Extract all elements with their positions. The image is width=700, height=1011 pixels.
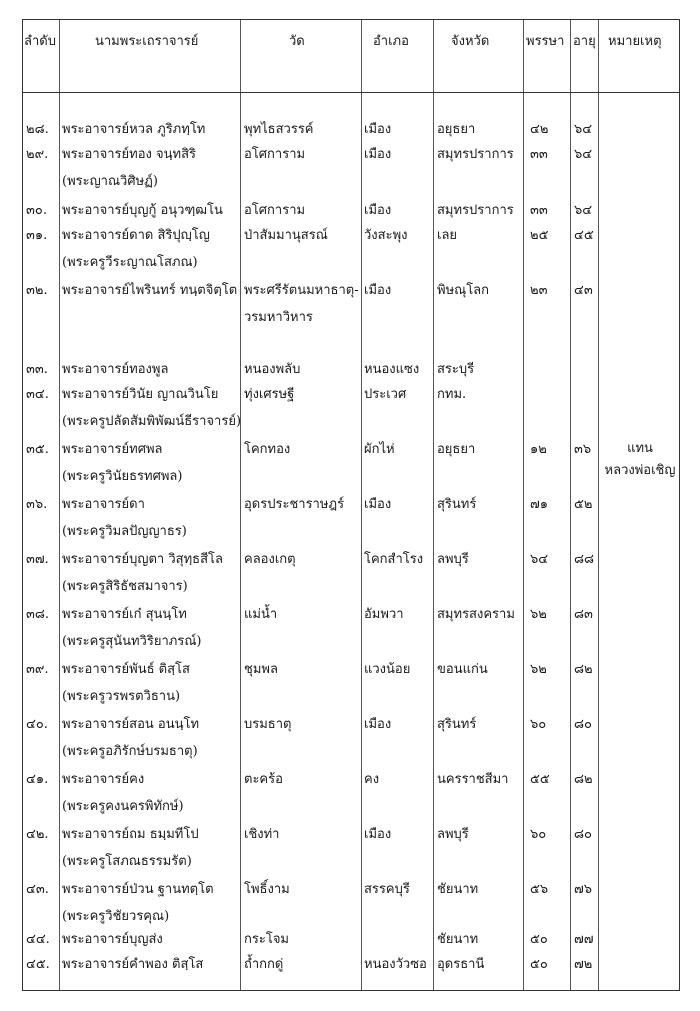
cell-no: ๓๙. <box>26 662 49 677</box>
cell-temple: โคกทอง <box>244 442 291 457</box>
cell-temple: คลองเกตุ <box>244 552 296 567</box>
cell-age: ๘๓ <box>574 607 593 622</box>
cell-age: ๖๔ <box>574 122 593 137</box>
cell-vassa: ๒๕ <box>530 228 549 243</box>
cell-district: คง <box>364 772 380 787</box>
cell-name-title: (พระครูวิมลปัญญาธร) <box>62 524 187 539</box>
cell-age: ๔๕ <box>574 228 594 243</box>
cell-no: ๓๐. <box>26 203 47 218</box>
cell-age: ๘๘ <box>574 552 595 567</box>
cell-province: ลพบุรี <box>437 827 469 842</box>
cell-no: ๓๗. <box>26 552 49 567</box>
cell-temple: พุทไธสวรรค์ <box>244 122 314 137</box>
cell-vassa: ๗๑ <box>530 497 549 512</box>
cell-name-title: (พระครูวีระญาณโสภณ) <box>62 255 198 270</box>
cell-name-title: (พระครูวิชัยวรคุณ) <box>62 909 170 924</box>
cell-district: แวงน้อย <box>364 662 411 677</box>
cell-name-title: (พระครูอภิรักษ์บรมธาตุ) <box>62 744 198 759</box>
cell-age: ๔๓ <box>574 283 593 298</box>
cell-temple: แม่น้ำ <box>244 607 278 622</box>
cell-district: เมือง <box>364 122 392 137</box>
column-divider <box>598 20 599 990</box>
cell-name-title: (พระครูปลัดสัมพิพัฒน์ธีราจารย์) <box>62 414 242 429</box>
cell-age: ๗๗ <box>574 932 594 947</box>
cell-name-title: (พระครูสิริธัชสมาจาร) <box>62 579 188 594</box>
column-divider <box>433 20 434 990</box>
cell-temple: พระศรีรัตนมหาธาตุ- <box>244 283 359 298</box>
cell-vassa: ๕๖ <box>530 882 549 897</box>
cell-age: ๘๒ <box>574 772 593 787</box>
cell-province: ลพบุรี <box>437 552 469 567</box>
cell-province: อุดรธานี <box>437 957 485 972</box>
cell-district: โคกสำโรง <box>364 552 424 567</box>
cell-age: ๖๔ <box>574 147 593 162</box>
cell-province: สุรินทร์ <box>437 497 477 512</box>
cell-no: ๓๕. <box>26 442 49 457</box>
cell-province: นครราชสีมา <box>437 772 509 787</box>
cell-name: พระอาจารย์ทศพล <box>62 442 163 457</box>
cell-name-title: (พระครูวรพรตวิธาน) <box>62 689 181 704</box>
cell-name: พระอาจารย์ดาด สิริปุญฺโญ <box>62 228 210 243</box>
cell-remark <box>601 438 679 482</box>
cell-name: พระอาจารย์บุญตา วิสุทฺธสีโล <box>62 552 223 567</box>
cell-name: พระอาจารย์ไพรินทร์ ทนฺตจิตฺโต <box>62 283 238 298</box>
cell-province: อยุธยา <box>437 442 476 457</box>
cell-age: ๘๐ <box>574 717 592 732</box>
cell-vassa: ๖๐ <box>530 717 547 732</box>
cell-district: หนองวัวซอ <box>364 957 427 972</box>
cell-temple: หนองพลับ <box>244 362 301 377</box>
cell-no: ๓๓. <box>26 362 48 377</box>
cell-province: ขอนแก่น <box>437 662 488 677</box>
cell-district: อัมพวา <box>364 607 404 622</box>
cell-province: กทม. <box>437 387 467 402</box>
column-divider <box>240 20 241 990</box>
remark-line: หลวงพ่อเชิญ <box>604 463 676 478</box>
cell-name: พระอาจารย์บุญส่ง <box>62 932 163 947</box>
cell-vassa: ๖๐ <box>530 827 547 842</box>
cell-vassa: ๓๓ <box>530 203 548 218</box>
cell-no: ๓๔. <box>26 387 49 402</box>
cell-temple-cont: วรมหาวิหาร <box>244 310 313 325</box>
cell-name-title: (พระครูคงนครพิทักษ์) <box>62 799 184 814</box>
cell-province: สมุทรปราการ <box>437 147 514 162</box>
cell-province: สมุทรสงคราม <box>437 607 515 622</box>
cell-temple: อโศการาม <box>244 147 306 162</box>
cell-name: พระอาจารย์คำพอง ติสฺโส <box>62 957 204 972</box>
cell-no: ๔๔. <box>26 932 50 947</box>
cell-vassa: ๖๒ <box>530 607 547 622</box>
cell-no: ๓๑. <box>26 228 48 243</box>
column-divider <box>523 20 524 990</box>
cell-no: ๔๐. <box>26 717 48 732</box>
cell-vassa: ๑๒ <box>530 442 547 457</box>
header-district: อำเภอ <box>373 34 409 49</box>
cell-no: ๔๓. <box>26 882 49 897</box>
cell-district: เมือง <box>364 283 392 298</box>
column-divider <box>570 20 571 990</box>
cell-temple: ถ้ำกกดู่ <box>244 957 284 972</box>
cell-temple: ชุมพล <box>244 662 278 677</box>
cell-age: ๖๔ <box>574 203 593 218</box>
cell-name-title: (พระญาณวิศิษฏ์) <box>62 174 158 189</box>
cell-name-title: (พระครูสุนันทวิริยาภรณ์) <box>62 634 202 649</box>
cell-name: พระอาจารย์วินัย ญาณวินโย <box>62 387 219 402</box>
cell-age: ๕๒ <box>574 497 593 512</box>
cell-province: สุรินทร์ <box>437 717 477 732</box>
cell-name: พระอาจารย์ทอง จนฺทสิริ <box>62 147 197 162</box>
cell-name: พระอาจารย์เก๋ สุนนฺโท <box>62 607 187 622</box>
cell-temple: กระโจม <box>244 932 290 947</box>
cell-district: เมือง <box>364 497 392 512</box>
cell-name-title: (พระครูโสภณธรรมรัต) <box>62 854 192 869</box>
cell-name: พระอาจารย์หวล ภูริภทฺโท <box>62 122 206 137</box>
cell-province: พิษณุโลก <box>437 283 490 298</box>
cell-province: อยุธยา <box>437 122 476 137</box>
header-province: จังหวัด <box>451 34 490 49</box>
cell-temple: ป่าสัมมานุสรณ์ <box>244 228 328 243</box>
cell-temple: อโศการาม <box>244 203 306 218</box>
cell-name: พระอาจารย์ป่วน ฐานทตฺโต <box>62 882 214 897</box>
header-temple: วัด <box>289 34 305 49</box>
header-vassa: พรรษา <box>526 34 565 49</box>
cell-district: เมือง <box>364 827 392 842</box>
cell-no: ๒๙. <box>26 147 49 162</box>
cell-vassa: ๓๓ <box>530 147 548 162</box>
cell-age: ๘๒ <box>574 662 593 677</box>
cell-temple: เชิงท่า <box>244 827 280 842</box>
cell-temple: โพธิ์งาม <box>244 882 290 897</box>
cell-name: พระอาจารย์ดา <box>62 497 145 512</box>
column-divider <box>361 20 362 990</box>
header-divider <box>23 92 679 93</box>
cell-no: ๔๑. <box>26 772 49 787</box>
cell-name-title: (พระครูวินัยธรทศพล) <box>62 469 183 484</box>
cell-age: ๘๐ <box>574 827 592 842</box>
cell-vassa: ๕๕ <box>530 772 550 787</box>
cell-age: ๓๖ <box>574 442 592 457</box>
cell-temple: ทุ่งเศรษฐี <box>244 387 295 402</box>
cell-name: พระอาจารย์ทองพูล <box>62 362 169 377</box>
cell-vassa: ๒๓ <box>530 283 548 298</box>
cell-province: ชัยนาท <box>437 932 479 947</box>
cell-district: ผักไห่ <box>364 442 395 457</box>
header-remark: หมายเหตุ <box>608 34 662 49</box>
cell-name: พระอาจารย์บุญกู้ อนุวฑฺฒโน <box>62 203 223 218</box>
cell-name: พระอาจารย์พันธ์ ติสฺโส <box>62 662 190 677</box>
cell-name: พระอาจารย์สอน อนนฺโท <box>62 717 200 732</box>
cell-vassa: ๖๒ <box>530 662 547 677</box>
cell-district: วังสะพุง <box>364 228 408 243</box>
cell-province: สมุทรปราการ <box>437 203 514 218</box>
cell-district: เมือง <box>364 717 392 732</box>
cell-district: หนองแซง <box>364 362 420 377</box>
monk-list-table <box>22 19 680 991</box>
cell-name: พระอาจารย์คง <box>62 772 145 787</box>
cell-vassa: ๕๐ <box>530 957 548 972</box>
column-divider <box>59 20 60 990</box>
cell-no: ๓๒. <box>26 283 48 298</box>
cell-age: ๗๖ <box>574 882 593 897</box>
header-name: นามพระเถราจารย์ <box>95 34 199 49</box>
cell-province: สระบุรี <box>437 362 475 377</box>
cell-no: ๒๘. <box>26 122 49 137</box>
cell-age: ๗๒ <box>574 957 593 972</box>
cell-name: พระอาจารย์ถม ธมฺมทีโป <box>62 827 199 842</box>
header-age: อายุ <box>573 34 596 49</box>
cell-no: ๓๘. <box>26 607 50 622</box>
cell-no: ๔๕. <box>26 957 50 972</box>
cell-district: สรรคบุรี <box>364 882 410 897</box>
cell-district: เมือง <box>364 147 392 162</box>
cell-vassa: ๔๒ <box>530 122 549 137</box>
cell-district: เมือง <box>364 203 392 218</box>
cell-district: ประเวศ <box>364 387 407 402</box>
cell-province: ชัยนาท <box>437 882 479 897</box>
cell-vassa: ๖๔ <box>530 552 549 567</box>
cell-temple: อุดรประชาราษฎร์ <box>244 497 345 512</box>
cell-province: เลย <box>437 228 458 243</box>
remark-line: แทน <box>627 441 653 456</box>
header-no: ลำดับ <box>24 34 56 49</box>
cell-no: ๓๖. <box>26 497 48 512</box>
cell-temple: บรมธาตุ <box>244 717 292 732</box>
cell-vassa: ๕๐ <box>530 932 548 947</box>
cell-no: ๔๒. <box>26 827 49 842</box>
cell-temple: ตะคร้อ <box>244 772 283 787</box>
